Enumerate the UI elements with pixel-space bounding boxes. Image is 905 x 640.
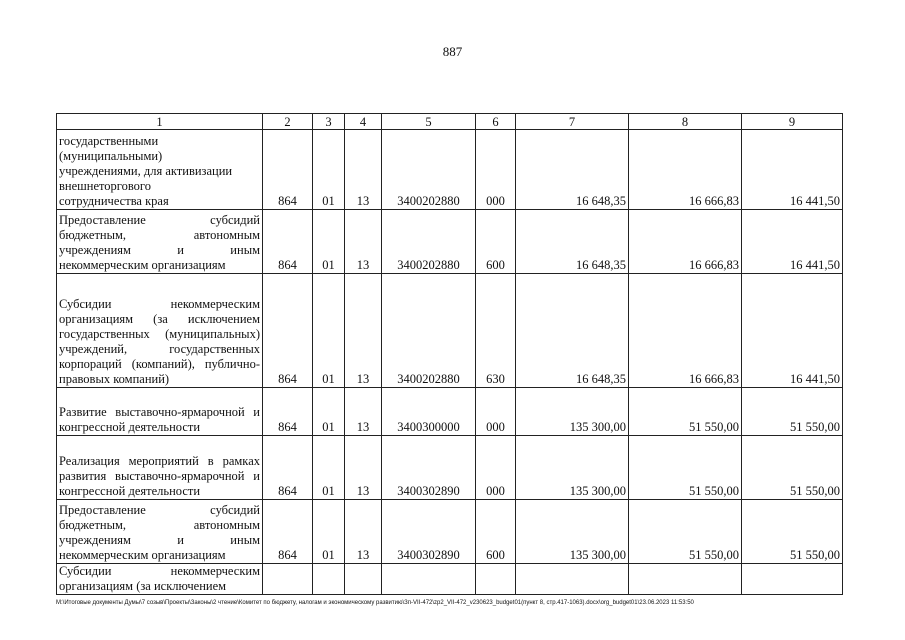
- row-name: государственными (муниципальными) учреждениями, для активизации внешнеторгового сотрудничества края: [57, 130, 263, 210]
- cell-amount-col8: 51 550,00: [629, 388, 742, 436]
- cell-subsection: [345, 564, 382, 595]
- cell-subsection: 13: [345, 210, 382, 274]
- table-row: [57, 436, 843, 500]
- row-name: Субсидии некоммерческим организациям (за исключением государственных (муниципальных) учреждений, государственных корпораций (компаний), публично-правовых компаний): [57, 274, 263, 388]
- cell-amount-col7: 135 300,00: [516, 388, 629, 436]
- cell-grbs: 864: [263, 210, 313, 274]
- cell-amount-col9: 51 550,00: [742, 388, 843, 436]
- cell-amount-col8: 51 550,00: [629, 500, 742, 564]
- cell-subsection: 13: [345, 436, 382, 500]
- cell-amount-col7: [516, 564, 629, 595]
- col-header-5: 5: [382, 114, 476, 130]
- cell-section: 01: [313, 130, 345, 210]
- cell-section: 01: [313, 500, 345, 564]
- row-name: Предоставление субсидий бюджетным, автономным учреждениям и иным некоммерческим организациям: [57, 210, 263, 274]
- cell-amount-col9: [742, 564, 843, 595]
- cell-section: 01: [313, 274, 345, 388]
- cell-amount-col7: 135 300,00: [516, 500, 629, 564]
- cell-amount-col7: 16 648,35: [516, 130, 629, 210]
- cell-target-article: 3400302890: [382, 500, 476, 564]
- cell-amount-col8: 16 666,83: [629, 130, 742, 210]
- col-header-4: 4: [345, 114, 382, 130]
- table-row: [57, 500, 843, 564]
- cell-expense-type: 000: [476, 436, 516, 500]
- row-name: Предоставление субсидий бюджетным, автономным учреждениям и иным некоммерческим организациям: [57, 500, 263, 564]
- table-row: [57, 210, 843, 274]
- table-row: [57, 130, 843, 210]
- cell-subsection: 13: [345, 274, 382, 388]
- cell-expense-type: 630: [476, 274, 516, 388]
- cell-amount-col8: 16 666,83: [629, 274, 742, 388]
- col-header-1: 1: [57, 114, 263, 130]
- header-row: [57, 114, 843, 130]
- cell-grbs: [263, 564, 313, 595]
- document-path-footer: M:\Итоговые документы Думы\7 созыв\Проекты\Законы\2 чтение\Комитет по бюджету, налогам и экономическому развитию\Зп-VII-472\zp2_VII-472_v230623_budget01(пункт 8, стр.417-1063).docx\org_budget01\23.06.2023 11:53:50: [56, 600, 694, 606]
- cell-target-article: 3400300000: [382, 388, 476, 436]
- cell-amount-col9: 16 441,50: [742, 130, 843, 210]
- row-name: Развитие выставочно-ярмарочной и конгрессной деятельности: [57, 388, 263, 436]
- col-header-2: 2: [263, 114, 313, 130]
- cell-expense-type: 000: [476, 130, 516, 210]
- cell-section: [313, 564, 345, 595]
- col-header-6: 6: [476, 114, 516, 130]
- cell-grbs: 864: [263, 130, 313, 210]
- cell-expense-type: 000: [476, 388, 516, 436]
- cell-section: 01: [313, 436, 345, 500]
- cell-amount-col9: 51 550,00: [742, 500, 843, 564]
- col-header-7: 7: [516, 114, 629, 130]
- cell-target-article: 3400202880: [382, 210, 476, 274]
- cell-target-article: 3400202880: [382, 274, 476, 388]
- cell-grbs: 864: [263, 388, 313, 436]
- cell-subsection: 13: [345, 130, 382, 210]
- cell-amount-col7: 16 648,35: [516, 274, 629, 388]
- row-name: Субсидии некоммерческим организациям (за исключением: [57, 564, 263, 595]
- budget-table: [56, 113, 843, 595]
- cell-section: 01: [313, 388, 345, 436]
- page-number: 887: [442, 44, 463, 59]
- cell-amount-col9: 16 441,50: [742, 274, 843, 388]
- cell-amount-col7: 135 300,00: [516, 436, 629, 500]
- row-name: Реализация мероприятий в рамках развития выставочно-ярмарочной и конгрессной деятельности: [57, 436, 263, 500]
- cell-grbs: 864: [263, 274, 313, 388]
- cell-subsection: 13: [345, 500, 382, 564]
- cell-amount-col8: [629, 564, 742, 595]
- cell-target-article: [382, 564, 476, 595]
- cell-target-article: 3400302890: [382, 436, 476, 500]
- cell-grbs: 864: [263, 436, 313, 500]
- cell-amount-col9: 16 441,50: [742, 210, 843, 274]
- cell-section: 01: [313, 210, 345, 274]
- cell-target-article: 3400202880: [382, 130, 476, 210]
- cell-expense-type: [476, 564, 516, 595]
- cell-expense-type: 600: [476, 210, 516, 274]
- table-row: [57, 564, 843, 595]
- table-row: [57, 274, 843, 388]
- cell-expense-type: 600: [476, 500, 516, 564]
- col-header-8: 8: [629, 114, 742, 130]
- cell-grbs: 864: [263, 500, 313, 564]
- cell-amount-col7: 16 648,35: [516, 210, 629, 274]
- col-header-3: 3: [313, 114, 345, 130]
- cell-amount-col8: 16 666,83: [629, 210, 742, 274]
- cell-amount-col8: 51 550,00: [629, 436, 742, 500]
- table-row: [57, 388, 843, 436]
- cell-amount-col9: 51 550,00: [742, 436, 843, 500]
- col-header-9: 9: [742, 114, 843, 130]
- cell-subsection: 13: [345, 388, 382, 436]
